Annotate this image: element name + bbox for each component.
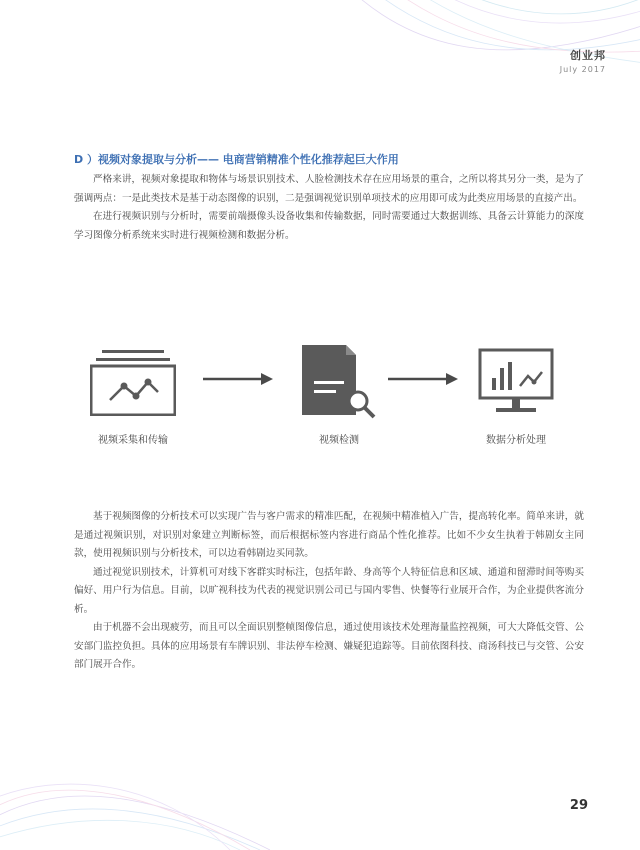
step-caption: 数据分析处理 xyxy=(486,435,546,446)
arrow-right-icon xyxy=(203,372,273,386)
paragraph: 严格来讲，视频对象提取和物体与场景识别技术、人脸检测技术存在应用场景的重合，之所以将其另分一类，是为了强调两点：一是此类技术是基于动态图像的识别，二是强调视觉识别单项技术的应用即可成为此类应用场景的直接产出。 xyxy=(74,174,584,204)
body-text-bottom xyxy=(74,508,584,675)
brand-header xyxy=(560,47,606,74)
brand-name: 创业邦 xyxy=(570,49,606,62)
process-diagram xyxy=(0,330,640,460)
paragraph: 基于视频图像的分析技术可以实现广告与客户需求的精准匹配，在视频中精准植入广告，提高转化率。简单来讲，就是通过视频识别，对识别对象建立判断标签，而后根据标签内容进行商品个性化推荐。比如不少女生执着于韩剧女主同款，使用视频识别与分析技术，可以边看韩剧边买同款。 xyxy=(74,511,584,559)
video-capture-icon xyxy=(90,348,176,416)
page-number: 29 xyxy=(569,798,588,813)
paragraph: 在进行视频识别与分析时，需要前端摄像头设备收集和传输数据，同时需要通过大数据训练、具备云计算能力的深度学习图像分析系统来实时进行视频检测和数据分析。 xyxy=(74,211,584,241)
paragraph: 由于机器不会出现疲劳，而且可以全面识别整帧图像信息，通过使用该技术处理海量监控视频，可大大降低交管、公安部门监控负担。具体的应用场景有车牌识别、非法停车检测、嫌疑犯追踪等。目前依图科技、商汤科技已与交管、公安部门展开合作。 xyxy=(74,622,584,670)
decorative-swirl-top xyxy=(330,0,640,90)
issue-date: July 2017 xyxy=(559,65,606,74)
paragraph: 通过视觉识别技术，计算机可对线下客群实时标注，包括年龄、身高等个人特征信息和区域、通道和留滞时间等购买偏好、用户行为信息。目前，以旷视科技为代表的视觉识别公司已与国内零售、快餐等行业展开合作，为企业提供客流分析。 xyxy=(74,566,584,615)
monitor-chart-icon xyxy=(478,348,554,416)
step-caption: 视频采集和传输 xyxy=(98,435,168,446)
decorative-swirl-bottom xyxy=(0,760,270,850)
step-caption: 视频检测 xyxy=(319,435,359,446)
body-text-top xyxy=(74,171,584,245)
document-search-icon xyxy=(300,343,380,421)
arrow-right-icon xyxy=(388,372,458,386)
section-title: D ）视频对象提取与分析—— 电商营销精准个性化推荐起巨大作用 xyxy=(74,153,399,166)
